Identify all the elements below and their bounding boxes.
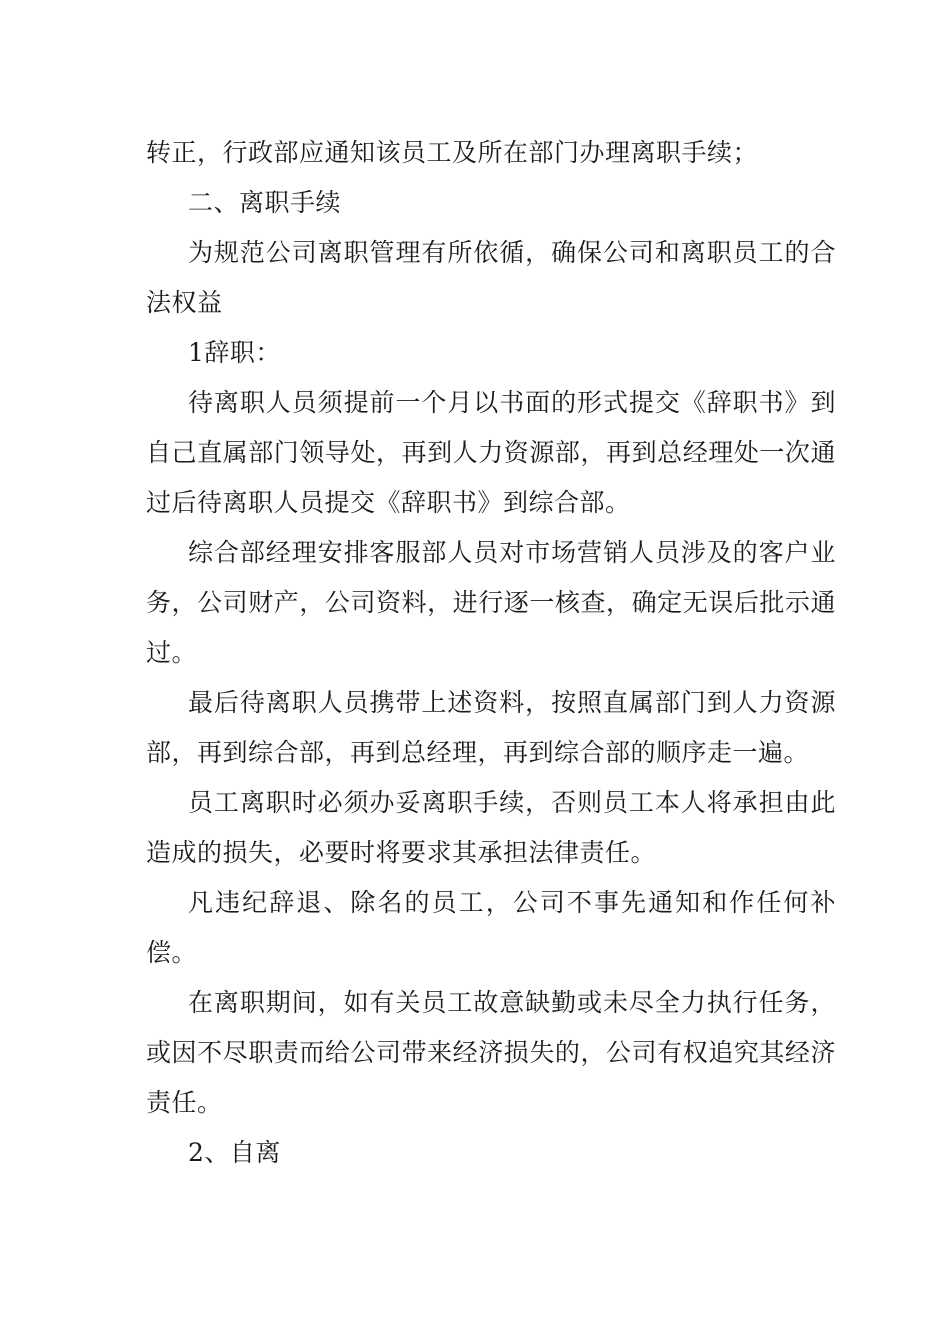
subheading-self-departure: 2、自离 — [188, 1138, 281, 1167]
paragraph-final-order: 最后待离职人员携带上述资料，按照直属部门到人力资源部，再到综合部，再到总经理，再到综合部的顺序走一遍。 — [146, 688, 836, 767]
document-body — [146, 128, 836, 1178]
paragraph-dismissal: 凡违纪辞退、除名的员工，公司不事先通知和作任何补偿。 — [146, 888, 836, 967]
paragraph-purpose: 为规范公司离职管理有所依循，确保公司和离职员工的合法权益 — [146, 238, 836, 317]
paragraph-continuation: 转正，行政部应通知该员工及所在部门办理离职手续； — [146, 138, 759, 167]
paragraph-resignation-letter: 待离职人员须提前一个月以书面的形式提交《辞职书》到自己直属部门领导处，再到人力资源部，再到总经理处一次通过后待离职人员提交《辞职书》到综合部。 — [146, 388, 836, 517]
paragraph-liability: 员工离职时必须办妥离职手续，否则员工本人将承担由此造成的损失，必要时将要求其承担法律责任。 — [146, 788, 836, 867]
section-heading-resignation-procedure: 二、离职手续 — [188, 188, 342, 217]
subheading-resignation: 1辞职： — [188, 338, 281, 367]
paragraph-verification: 综合部经理安排客服部人员对市场营销人员涉及的客户业务，公司财产，公司资料，进行逐一核查，确定无误后批示通过。 — [146, 538, 836, 667]
paragraph-economic-responsibility: 在离职期间，如有关员工故意缺勤或未尽全力执行任务，或因不尽职责而给公司带来经济损失的，公司有权追究其经济责任。 — [146, 988, 836, 1117]
